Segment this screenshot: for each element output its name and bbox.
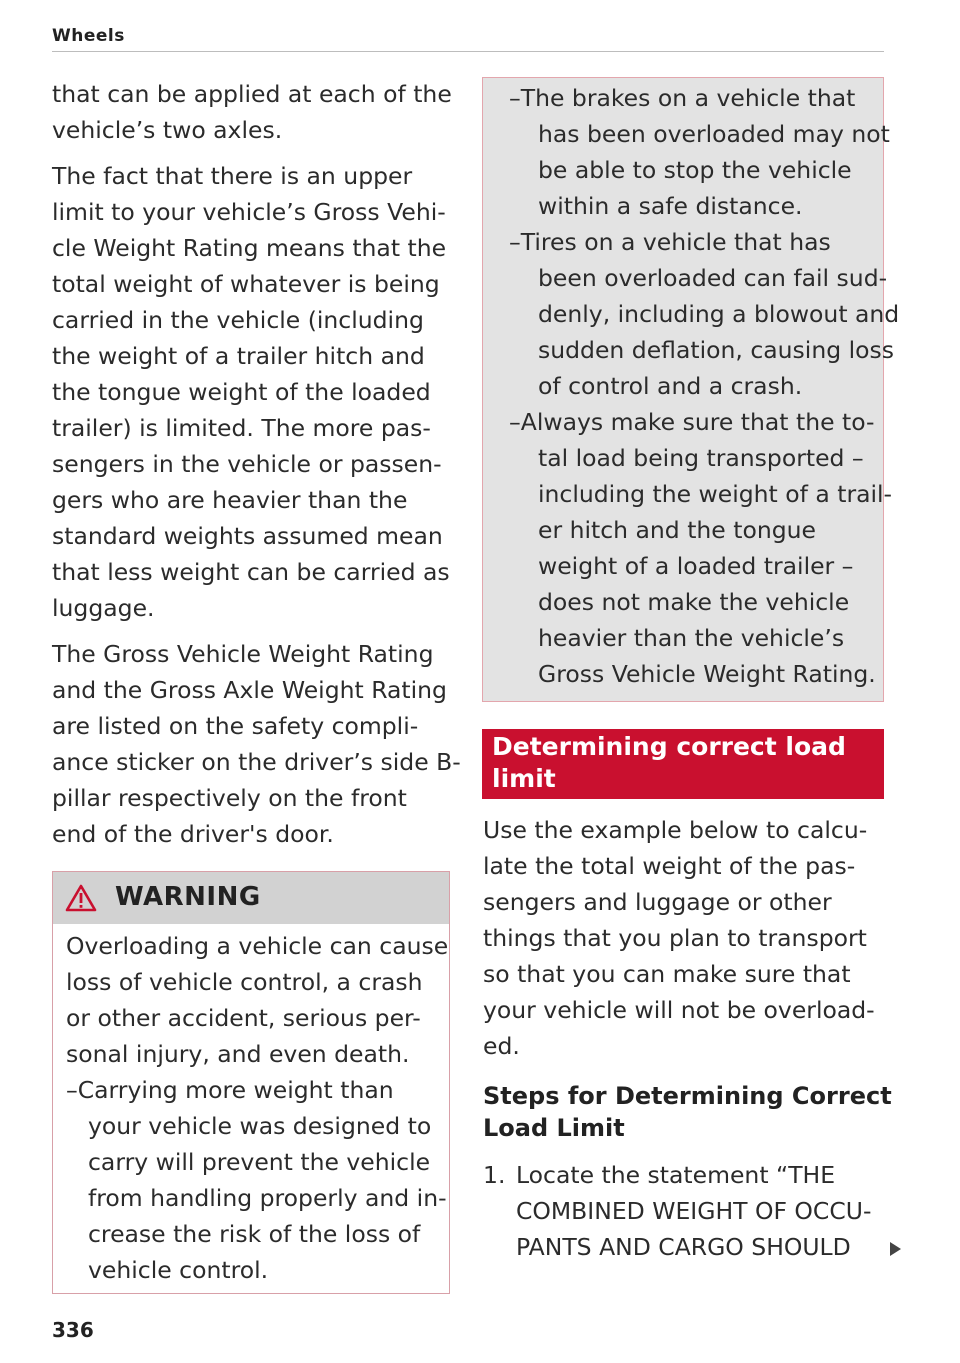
step-number: 1. <box>483 1161 506 1189</box>
continue-arrow-icon <box>890 1242 901 1256</box>
list-item: 1. Locate the statement “THE COMBINED WEIGHT OF OCCU- PANTS AND CARGO SHOULD <box>483 1157 883 1265</box>
warning-triangle-icon <box>65 884 97 912</box>
warning-intro: Overloading a vehicle can cause loss of vehicle control, a crash or other accident, serious per- sonal injury, and even death. <box>66 932 449 1068</box>
paragraph-rating-sticker: The Gross Vehicle Weight Rating and the Gross Axle Weight Rating are listed on the safety compli- ance sticker on the driver’s side B- pillar respectively on the front end of the driver's door. <box>52 640 461 848</box>
left-column <box>52 76 461 862</box>
header-divider <box>52 51 884 52</box>
warning-continued-body <box>509 80 900 692</box>
warning-label: WARNING <box>115 882 261 912</box>
warning-bullet-brakes: –The brakes on a vehicle that has been overloaded may not be able to stop the vehicle within a safe distance. <box>509 84 890 220</box>
warning-bullet-carrying-weight: –Carrying more weight than your vehicle was designed to carry will prevent the vehicle from handling properly and in- crease the risk of the loss of vehicle control. <box>66 1076 447 1284</box>
warning-body <box>66 928 449 1288</box>
paragraph-axle-weights: that can be applied at each of the vehicle’s two axles. <box>52 80 452 144</box>
steps-list <box>483 1157 883 1265</box>
paragraph-gross-weight-limit: The fact that there is an upper limit to your vehicle’s Gross Vehi- cle Weight Rating means that the total weight of whatever is being carried in the vehicle (including the weight of a trailer hitch and the tongue weight of the loaded trailer) is limited. The more pas- sengers in the vehicle or passen- gers who are heavier than the standard weights assumed mean that less weight can be carried as luggage. <box>52 162 450 622</box>
warning-header <box>53 872 449 924</box>
warning-bullet-total-load: –Always make sure that the to- tal load being transported – including the weight of a trail- er hitch and the tongue weight of a loaded trailer – does not make the vehicle heavier than the vehicle’s Gross Vehicle Weight Rating. <box>509 408 893 688</box>
page-number: 336 <box>52 1318 94 1342</box>
warning-bullet-tires: –Tires on a vehicle that has been overloaded can fail sud- denly, including a blowout and sudden deflation, causing loss of control and a crash. <box>509 228 900 400</box>
section-heading: Determining correct load limit <box>482 729 884 799</box>
warning-box <box>52 871 450 1294</box>
section-intro-paragraph: Use the example below to calcu- late the total weight of the pas- sengers and luggage or other things that you plan to transport so that you can make sure that your vehicle will not be overload- ed. <box>483 816 875 1060</box>
steps-subheading: Steps for Determining Correct Load Limit <box>483 1082 892 1142</box>
running-header: Wheels <box>52 26 125 46</box>
warning-continued-box <box>482 77 900 702</box>
